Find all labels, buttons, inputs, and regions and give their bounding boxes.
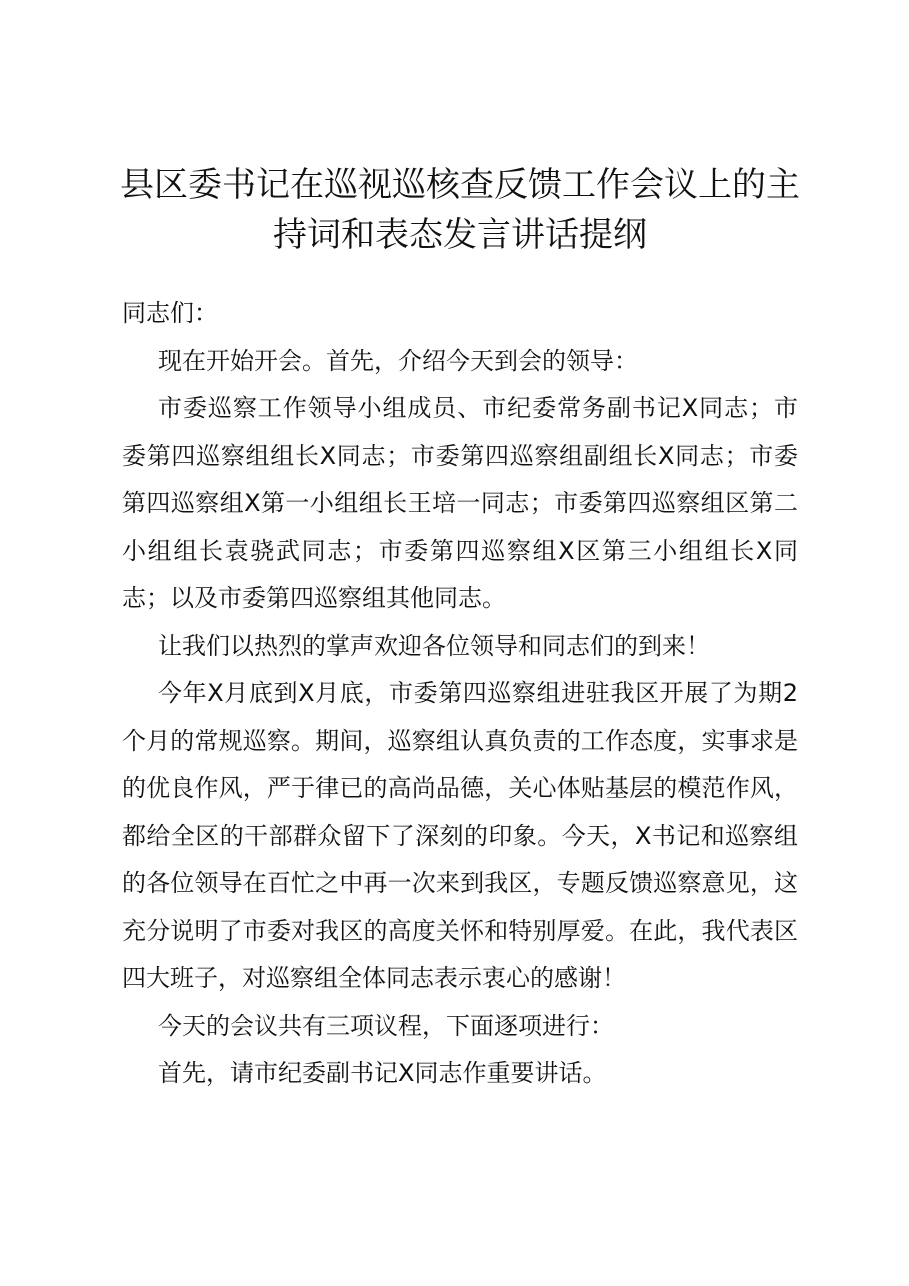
paragraph-welcome: 让我们以热烈的掌声欢迎各位领导和同志们的到来！: [158, 631, 710, 660]
document-title: 县区委书记在巡视巡核查反馈工作会议上的主持词和表态发言讲话提纲: [120, 165, 800, 255]
salutation: 同志们：: [122, 299, 218, 327]
paragraph-first-item: 首先，请市纪委副书记X同志作重要讲话。: [158, 1059, 607, 1087]
paragraph-background: 今年X月底到X月底，市委第四巡察组进驻我区开展了为期2个月的常规巡察。期间，巡察组认真负责的工作态度，实事求是的优良作风，严于律已的高尚品德，关心体贴基层的模范作风，都给全区的干部群众留下了深刻的印象。今天，X书记和巡察组的各位领导在百忙之中再一次来到我区，专题反馈巡察意见，这充分说明了市委对我区的高度关怀和特别厚爱。在此，我代表区四大班子，对巡察组全体同志表示衷心的感谢！: [122, 679, 798, 992]
paragraph-agenda: 今天的会议共有三项议程，下面逐项进行：: [158, 1011, 614, 1040]
document-body: [122, 290, 798, 1098]
paragraph-attendees: 市委巡察工作领导小组成员、市纪委常务副书记X同志；市委第四巡察组组长X同志；市委第四巡察组副组长X同志；市委第四巡察组X第一小组组长王培一同志；市委第四巡察组区第二小组组长袁骁武同志；市委第四巡察组X区第三小组组长X同志；以及市委第四巡察组其他同志。: [122, 394, 798, 612]
paragraph-opening: 现在开始开会。首先，介绍今天到会的领导：: [158, 346, 638, 375]
